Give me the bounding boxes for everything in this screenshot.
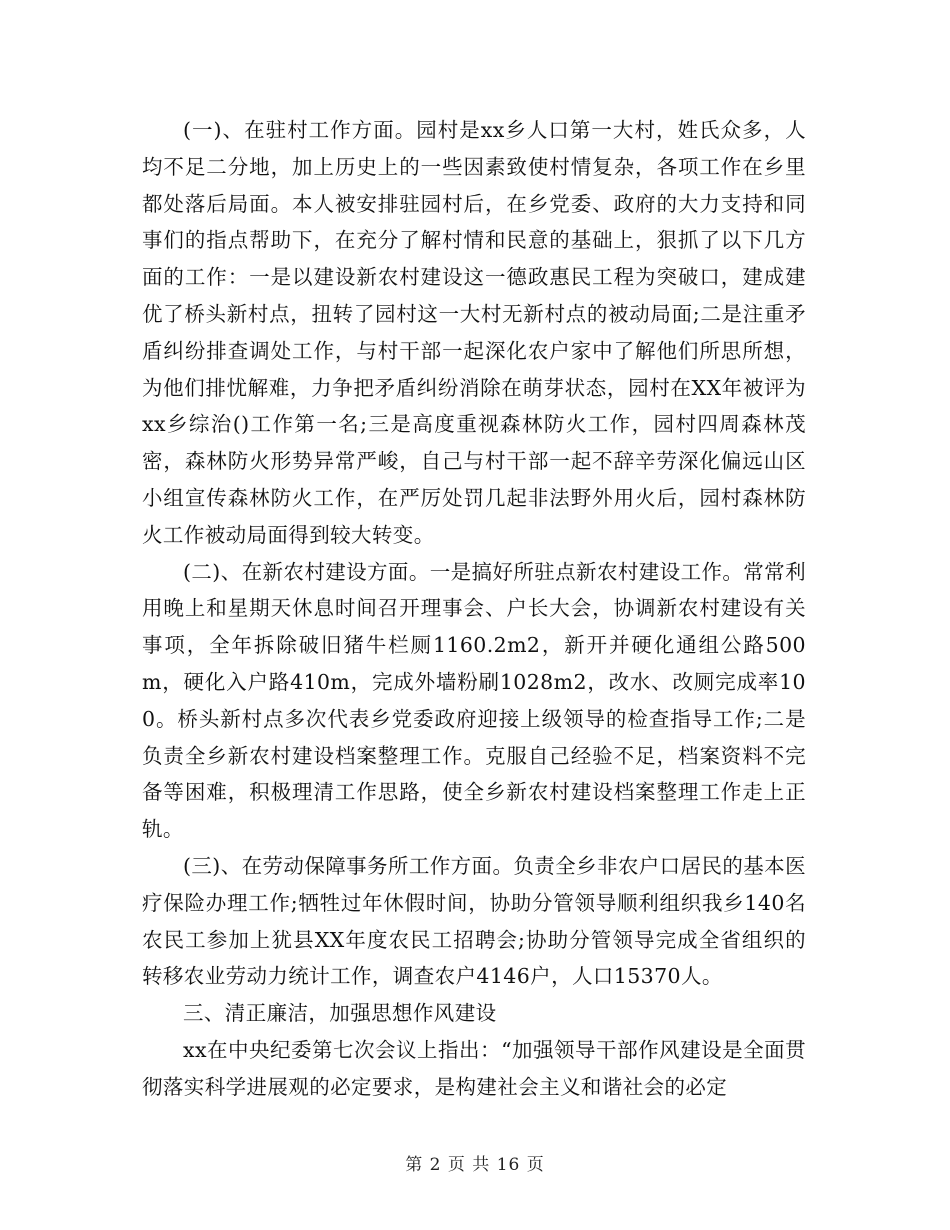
paragraph-discipline-quote: xx在中央纪委第七次会议上指出：“加强领导干部作风建设是全面贯彻落实科学进展观的必定要求，是构建社会主义和谐社会的必定 (142, 1037, 806, 1099)
paragraph-labor-security: (三)、在劳动保障事务所工作方面。负责全乡非农户口居民的基本医疗保险办理工作;牺牲过年休假时间，协助分管领导顺利组织我乡140名农民工参加上犹县XX年度农民工招聘会;协助分管领导完成全省组织的转移农业劳动力统计工作，调查农户4146户，人口15370人。 (142, 853, 806, 989)
paragraph-village-work: (一)、在驻村工作方面。园村是xx乡人口第一大村，姓氏众多，人均不足二分地，加上历史上的一些因素致使村情复杂，各项工作在乡里都处落后局面。本人被安排驻园村后，在乡党委、政府的大力支持和同事们的指点帮助下，在充分了解村情和民意的基础上，狠抓了以下几方面的工作：一是以建设新农村建设这一德政惠民工程为突破口，建成建优了桥头新村点，扭转了园村这一大村无新村点的被动局面;二是注重矛盾纠纷排查调处工作，与村干部一起深化农户家中了解他们所思所想，为他们排忧解难，力争把矛盾纠纷消除在萌芽状态，园村在XX年被评为xx乡综治()工作第一名;三是高度重视森林防火工作，园村四周森林茂密，森林防火形势异常严峻，自己与村干部一起不辞辛劳深化偏远山区小组宣传森林防火工作，在严厉处罚几起非法野外用火后，园村森林防火工作被动局面得到较大转变。 (142, 118, 806, 547)
page-footer: 第 2 页 共 16 页 (405, 1155, 545, 1175)
paragraph-new-countryside: (二)、在新农村建设方面。一是搞好所驻点新农村建设工作。常常利用晚上和星期天休息时间召开理事会、户长大会，协调新农村建设有关事项，全年拆除破旧猪牛栏厕1160.2m2，新开并硬化通组公路500m，硬化入户路410m，完成外墙粉刷1028m2，改水、改厕完成率100。桥头新村点多次代表乡党委政府迎接上级领导的检查指导工作;二是负责全乡新农村建设档案整理工作。克服自己经验不足，档案资料不完备等困难，积极理清工作思路，使全乡新农村建设档案整理工作走上正轨。 (142, 559, 806, 842)
document-body (142, 112, 806, 1106)
section-heading-integrity: 三、清正廉洁，加强思想作风建设 (183, 1001, 497, 1026)
